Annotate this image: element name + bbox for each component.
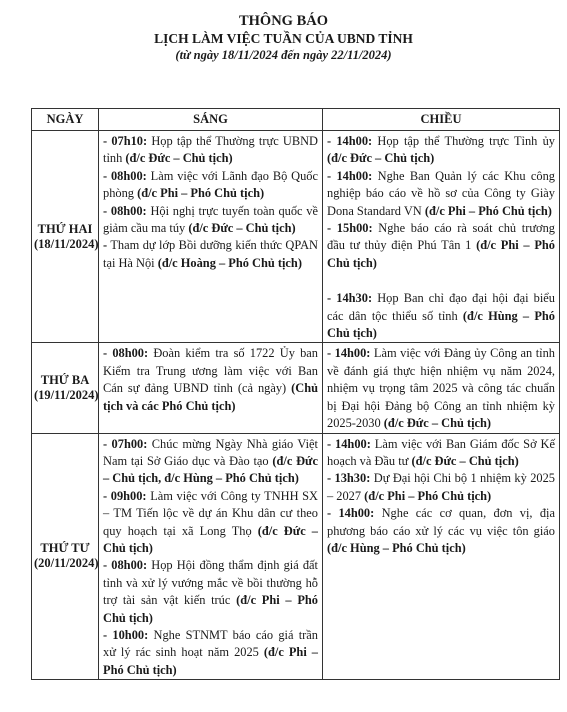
document-subtitle: LỊCH LÀM VIỆC TUẦN CỦA UBND TỈNH	[154, 31, 413, 46]
table-row	[32, 131, 560, 343]
column-header-morning: SÁNG	[99, 109, 323, 131]
day-date: (19/11/2024)	[34, 387, 99, 402]
weekly-schedule-table	[31, 108, 560, 680]
schedule-entry: - 14h00: Nghe Ban Quản lý các Khu công nghiệp báo cáo về hồ sơ của Công ty Giày Dona Standard VN (đ/c Phi – Phó Chủ tịch)	[327, 168, 555, 218]
day-name: THỨ BA	[40, 372, 90, 387]
afternoon-cell	[323, 343, 560, 433]
schedule-entry: - 08h00: Đoàn kiểm tra số 1722 Ủy ban Kiểm tra Trung ương làm việc với Ban Cán sự đảng UBND tỉnh (cả ngày) (Chủ tịch và các Phó Chủ tịch)	[103, 346, 318, 413]
schedule-entry: - 14h00: Làm việc với Ban Giám đốc Sở Kế hoạch và Đầu tư (đ/c Đức – Chủ tịch)	[327, 436, 555, 468]
day-name: THỨ HAI	[37, 221, 93, 236]
schedule-entry: - 13h30: Dự Đại hội Chi bộ 1 nhiệm kỳ 2025 – 2027 (đ/c Phi – Phó Chủ tịch)	[327, 471, 555, 503]
document-title: THÔNG BÁO	[238, 13, 329, 29]
schedule-entry: - 07h10: Họp tập thể Thường trực UBND tỉnh (đ/c Đức – Chủ tịch)	[103, 134, 318, 166]
table-row	[32, 343, 560, 433]
schedule-entry: - 08h00: Họp Hội đồng thẩm định giá đất tỉnh và xử lý vướng mắc về bồi thường hỗ trợ tài sản vật kiến trúc (đ/c Phi – Phó Chủ tịch)	[103, 558, 318, 625]
table-row	[32, 433, 560, 680]
schedule-entry: - 09h00: Làm việc với Công ty TNHH SX – TM Tiến lộc về dự án Khu dân cư theo quy hoạch tại xã Long Thọ (đ/c Đức – Chủ tịch)	[103, 488, 319, 555]
schedule-entry: - 14h00: Làm việc với Đảng ủy Công an tỉnh về đánh giá thực hiện nhiệm vụ năm 2024, nhiệm vụ trọng tâm 2025 và công tác chuẩn bị Đại hội Đảng bộ Công an tỉnh nhiệm kỳ 2025-2030 (đ/c Đức – Chủ tịch)	[327, 346, 555, 431]
document-header	[0, 0, 567, 64]
schedule-entry: - 08h00: Hội nghị trực tuyến toàn quốc về giảm cầu ma túy (đ/c Đức – Chủ tịch)	[103, 203, 318, 236]
schedule-entry: - 07h00: Chúc mừng Ngày Nhà giáo Việt Nam tại Sở Giáo dục và Đào tạo (đ/c Đức – Chủ tịch, đ/c Hùng – Phó Chủ tịch)	[103, 436, 318, 486]
schedule-entry: - 14h00: Họp tập thể Thường trực Tỉnh ủy (đ/c Đức – Chủ tịch)	[327, 134, 555, 166]
morning-cell	[99, 433, 323, 680]
day-name: THỨ TƯ	[40, 541, 90, 556]
table-header-row	[32, 109, 560, 131]
schedule-entry: - 08h00: Làm việc với Lãnh đạo Bộ Quốc phòng (đ/c Phi – Phó Chủ tịch)	[103, 168, 318, 201]
day-date: (20/11/2024)	[34, 556, 99, 571]
morning-cell	[99, 131, 323, 343]
day-cell	[32, 433, 99, 680]
date-range: (từ ngày 18/11/2024 đến ngày 22/11/2024)	[175, 48, 392, 62]
schedule-entry: - 15h00: Nghe báo cáo rà soát chủ trương đầu tư thủy điện Phú Tân 1 (đ/c Phi – Phó Chủ tịch)	[327, 221, 555, 270]
column-header-day: NGÀY	[32, 109, 99, 131]
day-date: (18/11/2024)	[34, 236, 99, 251]
afternoon-cell	[323, 131, 560, 343]
schedule-entry: - 14h00: Nghe các cơ quan, đơn vị, địa phương báo cáo xử lý các vụ việc tôn giáo (đ/c Hùng – Phó Chủ tịch)	[327, 506, 555, 555]
column-header-afternoon: CHIỀU	[323, 109, 560, 131]
day-cell	[32, 343, 99, 433]
schedule-entry: - 14h30: Họp Ban chỉ đạo đại hội đại biểu các dân tộc thiểu số tỉnh (đ/c Hùng – Phó Chủ tịch)	[327, 291, 556, 341]
schedule-entry: - Tham dự lớp Bồi dưỡng kiến thức QPAN tại Hà Nội (đ/c Hoàng – Phó Chủ tịch)	[103, 238, 318, 270]
afternoon-cell	[323, 433, 560, 680]
schedule-entry: - 10h00: Nghe STNMT báo cáo giá trần xử lý rác sinh hoạt năm 2025 (đ/c Phi – Phó Chủ tịch)	[103, 627, 318, 677]
day-cell	[32, 131, 99, 343]
morning-cell	[99, 343, 323, 433]
